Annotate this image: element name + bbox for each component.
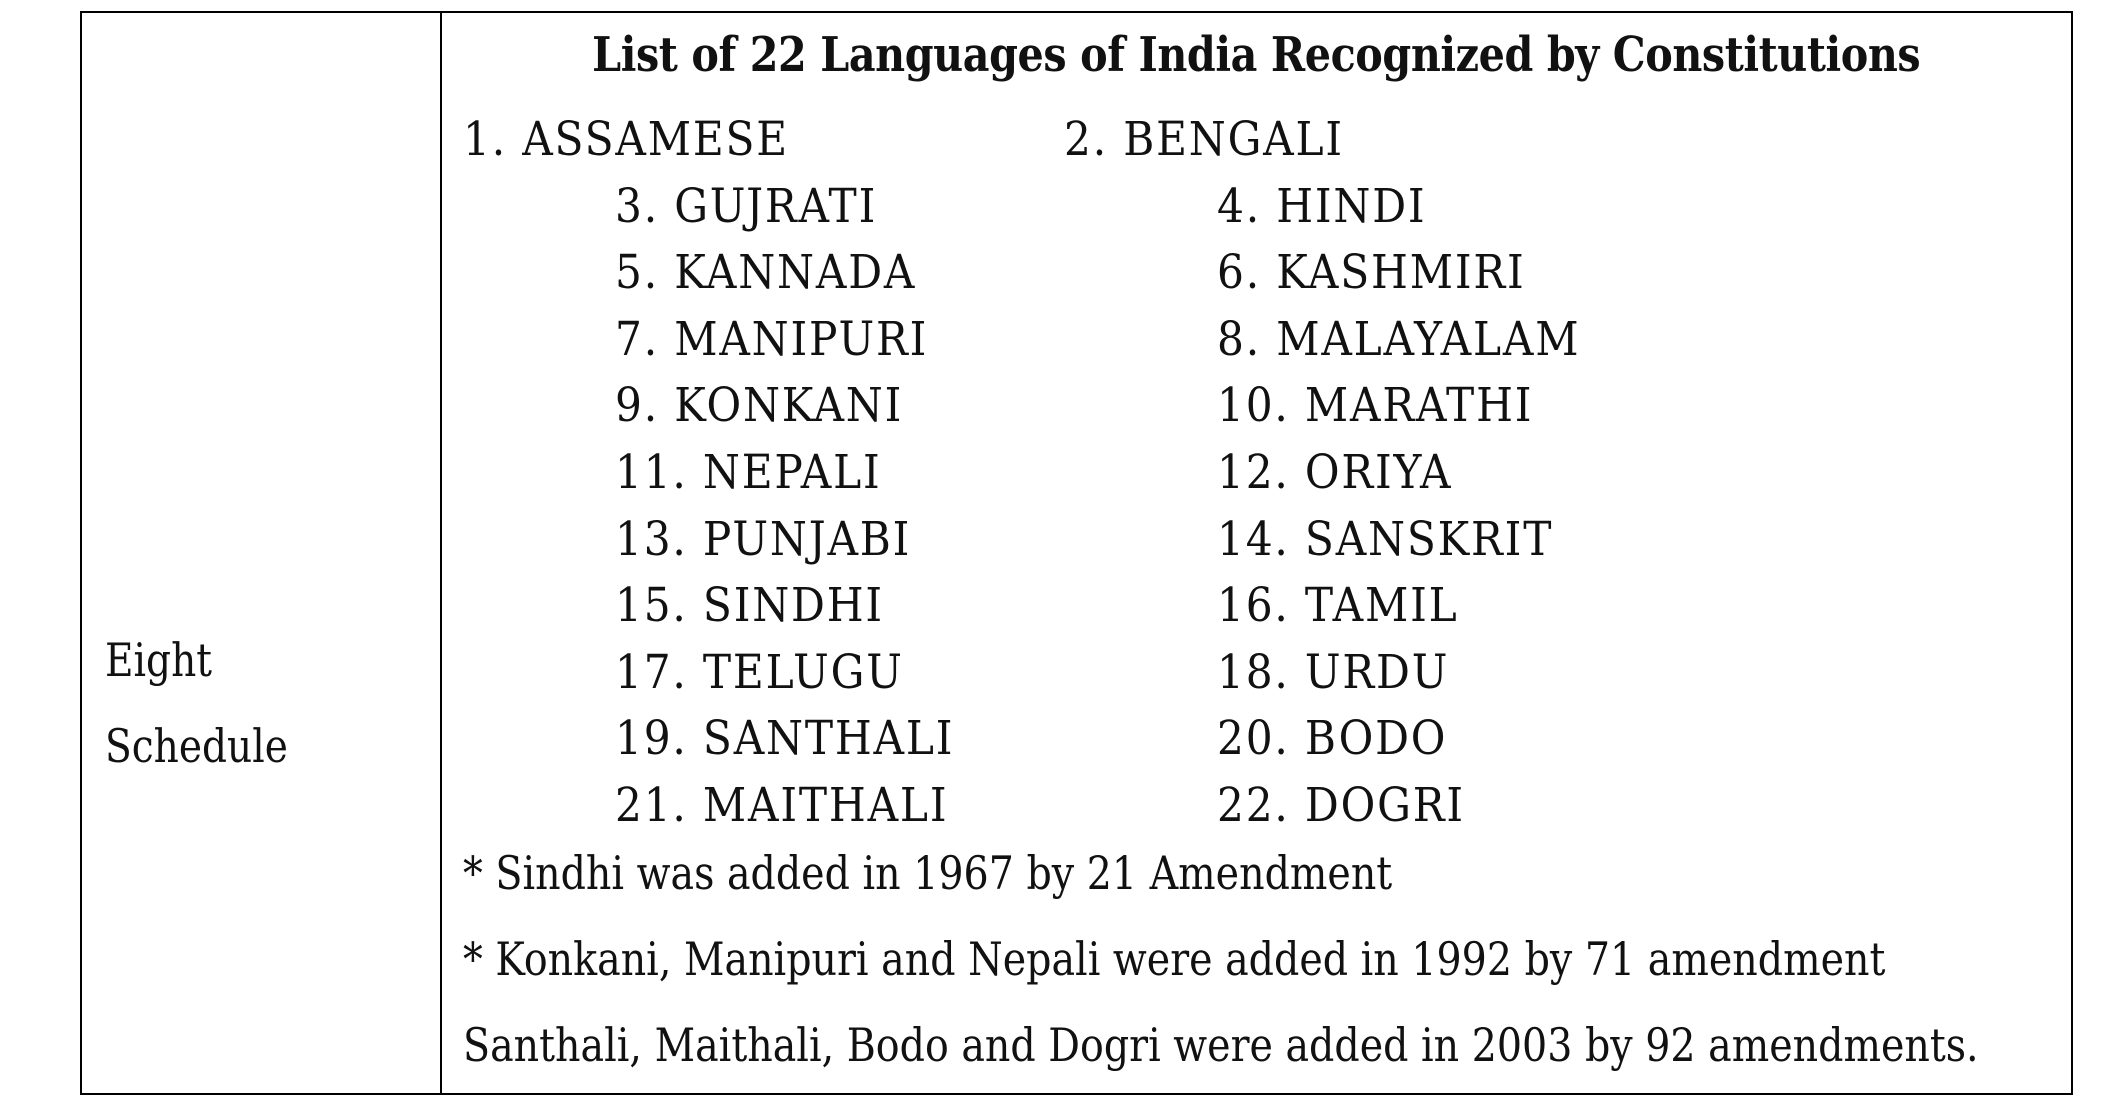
languages-table <box>80 11 2073 1095</box>
language-item: 21. MAITHALI <box>615 778 949 833</box>
amendment-note: * Sindhi was added in 1967 by 21 Amendment <box>463 846 1393 900</box>
table-title-text: List of 22 Languages of India Recognized by Constitutions <box>592 27 1921 83</box>
language-item: 3. GUJRATI <box>615 179 878 234</box>
language-item: 6. KASHMIRI <box>1217 245 1526 300</box>
language-item: 15. SINDHI <box>615 578 884 633</box>
language-item: 16. TAMIL <box>1217 578 1459 633</box>
language-item: 12. ORIYA <box>1217 445 1453 500</box>
language-item: 19. SANTHALI <box>615 711 955 766</box>
language-item: 13. PUNJABI <box>615 512 912 567</box>
schedule-cell <box>82 13 442 1093</box>
language-item: 4. HINDI <box>1217 179 1427 234</box>
amendment-note: Santhali, Maithali, Bodo and Dogri were added in 2003 by 92 amendments. <box>463 1018 1979 1072</box>
schedule-label <box>105 617 288 789</box>
schedule-label-line1: Eight <box>105 633 212 687</box>
language-item: 18. URDU <box>1217 645 1450 700</box>
amendment-note: * Konkani, Manipuri and Nepali were added in 1992 by 71 amendment <box>463 932 1886 986</box>
language-item: 7. MANIPURI <box>615 312 929 367</box>
language-item: 22. DOGRI <box>1217 778 1465 833</box>
language-item: 2. BENGALI <box>1064 112 1344 167</box>
language-item: 17. TELUGU <box>615 645 904 700</box>
language-item: 11. NEPALI <box>615 445 882 500</box>
table-title <box>442 27 2071 83</box>
schedule-label-line2: Schedule <box>105 719 288 773</box>
language-item: 9. KONKANI <box>615 378 904 433</box>
language-item: 8. MALAYALAM <box>1217 312 1581 367</box>
language-item: 14. SANSKRIT <box>1217 512 1554 567</box>
language-item: 20. BODO <box>1217 711 1448 766</box>
language-item: 5. KANNADA <box>615 245 917 300</box>
language-item: 1. ASSAMESE <box>463 112 789 167</box>
languages-cell <box>442 13 2071 1093</box>
language-item: 10. MARATHI <box>1217 378 1534 433</box>
